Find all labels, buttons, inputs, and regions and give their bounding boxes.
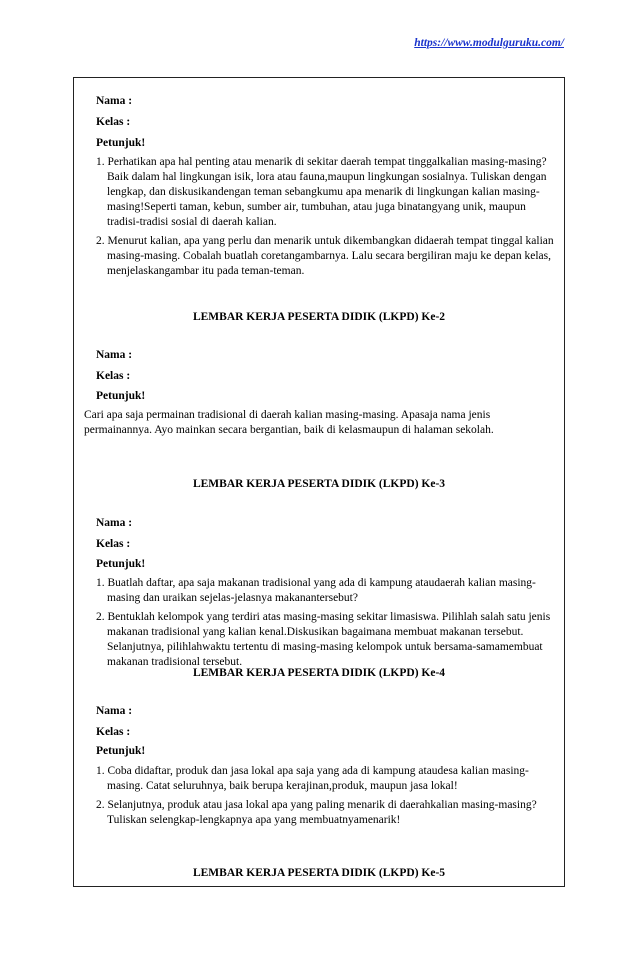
- kelas-label: Kelas :: [96, 116, 131, 128]
- source-url-link[interactable]: https://www.modulguruku.com/: [414, 37, 564, 49]
- list-item: 2. Bentuklah kelompok yang terdiri atas masing-masing sekitar limasiswa. Pilihlah salah satu jenis makanan tradisional yang kalian kenal.Diskusikan bagaimana membuat makanan tersebut. Selanjutnya, pilihlahwaktu tertentu di masing-masing kelompok untuk bersama-samamembuat makanan tradisional tersebut.: [96, 611, 551, 668]
- petunjuk-label: Petunjuk!: [96, 558, 146, 570]
- petunjuk-label: Petunjuk!: [96, 137, 146, 149]
- petunjuk-label: Petunjuk!: [96, 745, 146, 757]
- paragraph: Cari apa saja permainan tradisional di daerah kalian masing-masing. Apasaja nama jenis permainannya. Ayo mainkan secara bergantian, baik di kelasmaupun di halaman sekolah.: [84, 409, 494, 436]
- section-title: LEMBAR KERJA PESERTA DIDIK (LKPD) Ke-5: [192, 867, 446, 879]
- instructions-list: [96, 155, 556, 279]
- section-title: LEMBAR KERJA PESERTA DIDIK (LKPD) Ke-3: [192, 478, 446, 490]
- nama-label: Nama :: [96, 349, 133, 361]
- instructions-list: [96, 764, 556, 828]
- petunjuk-label: Petunjuk!: [96, 390, 146, 402]
- section-title: LEMBAR KERJA PESERTA DIDIK (LKPD) Ke-4: [192, 667, 446, 679]
- list-item: 1. Coba didaftar, produk dan jasa lokal apa saja yang ada di kampung ataudesa kalian masing-masing. Catat seluruhnya, baik berupa kerajinan,produk, maupun jasa lokal!: [96, 765, 529, 792]
- instructions-paragraph: [84, 408, 554, 438]
- nama-label: Nama :: [96, 517, 133, 529]
- list-item: 2. Menurut kalian, apa yang perlu dan menarik untuk dikembangkan didaerah tempat tinggal kalian masing-masing. Cobalah buatlah coretangambarnya. Lalu secara bergiliran maju ke depan kelas, menjelaskangambar itu pada teman-teman.: [96, 235, 554, 277]
- list-item: 1. Buatlah daftar, apa saja makanan tradisional yang ada di kampung ataudaerah kalian masing-masing dan uraikan sejelas-jelasnya makanantersebut?: [96, 577, 536, 604]
- section-title: LEMBAR KERJA PESERTA DIDIK (LKPD) Ke-2: [192, 311, 446, 323]
- kelas-label: Kelas :: [96, 726, 131, 738]
- nama-label: Nama :: [96, 705, 133, 717]
- list-item: 1. Perhatikan apa hal penting atau menarik di sekitar daerah tempat tinggalkalian masing-masing? Baik dalam hal lingkungan isik, lora atau fauna,maupun lingkungan sosialnya. Tuliskan dengan lengkap, dan diskusikandengan teman sebangkumu apa menarik di lingkungan kalian masing-masing!Seperti taman, kebun, sumber air, tumbuhan, atau juga binatangyang unik, maupun tradisi-tradisi sosial di daerah kalian.: [96, 156, 547, 228]
- kelas-label: Kelas :: [96, 370, 131, 382]
- kelas-label: Kelas :: [96, 538, 131, 550]
- instructions-list: [96, 576, 556, 670]
- nama-label: Nama :: [96, 95, 133, 107]
- list-item: 2. Selanjutnya, produk atau jasa lokal apa yang paling menarik di daerahkalian masing-masing? Tuliskan selengkap-lengkapnya apa yang membuatnyamenarik!: [96, 799, 537, 826]
